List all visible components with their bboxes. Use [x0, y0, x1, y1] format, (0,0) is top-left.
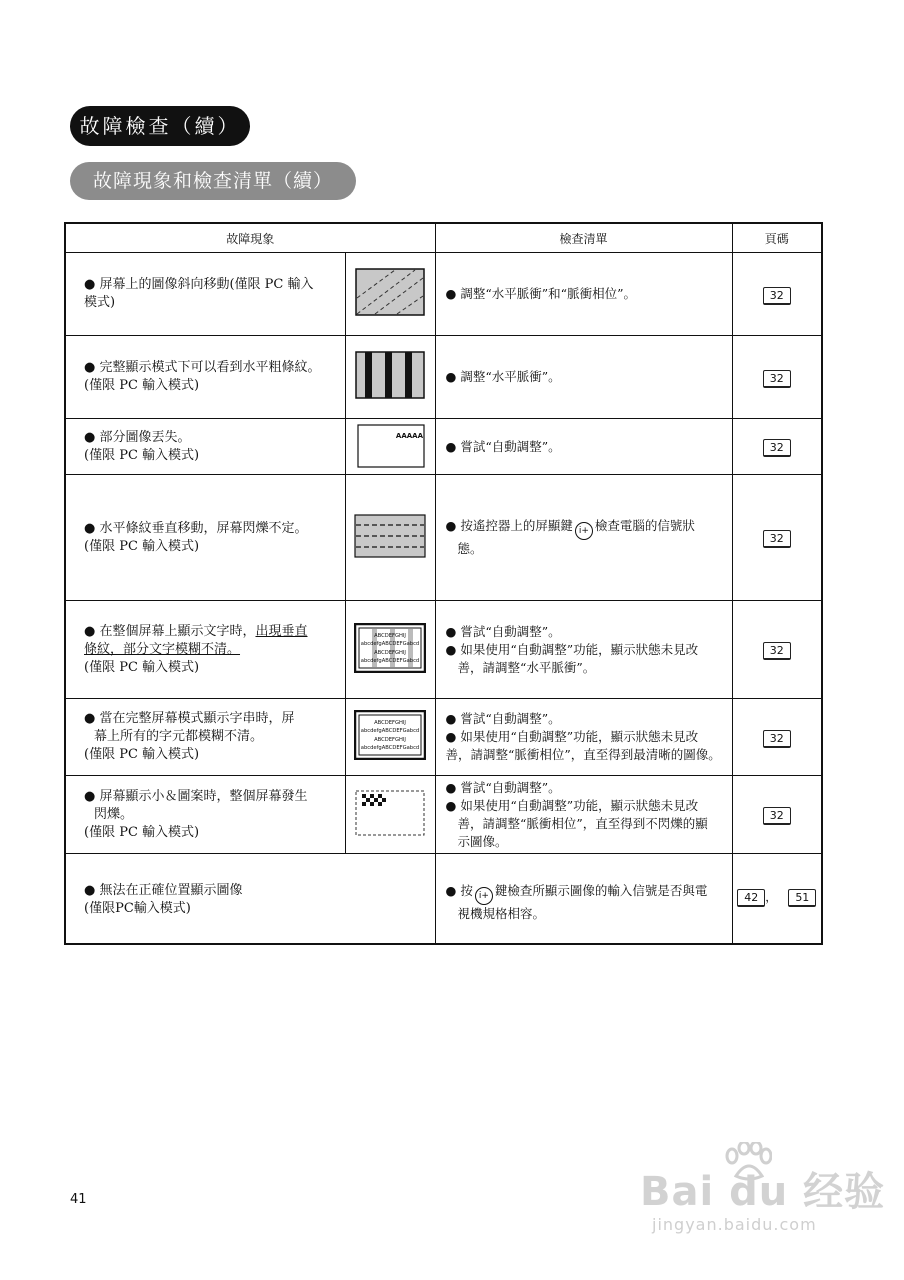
- symptom-cell: [65, 601, 345, 699]
- check-item: 善，請調整“脈衝相位”，直至得到不閃爍的顯: [457, 815, 708, 831]
- symptom-text: (僅限 PC 輸入模式): [84, 747, 200, 762]
- page-ref-link[interactable]: 32: [763, 642, 791, 660]
- check-item: ● 嘗試“自動調整”。: [445, 438, 561, 454]
- sample-text: abcdefgABCDEFGabcd: [360, 657, 420, 664]
- symptom-text: ● 水平條紋垂直移動，屏幕閃爍不定。: [84, 520, 308, 536]
- page-header: 頁碼: [732, 223, 822, 253]
- sample-text: abcdefgABCDEFGabcd: [360, 728, 420, 734]
- checklist-cell: [435, 253, 732, 336]
- check-item: ● 嘗試“自動調整”。: [445, 711, 561, 726]
- table-row: [65, 699, 822, 776]
- page-cell: [732, 419, 822, 475]
- symptom-text: (僅限 PC 輸入模式): [84, 378, 200, 393]
- page-cell: [732, 699, 822, 776]
- page-ref-link[interactable]: 32: [763, 287, 791, 305]
- symptom-text: (僅限 PC 輸入模式): [84, 824, 200, 840]
- check-item: 示圖像。: [457, 833, 508, 849]
- check-item: 態。: [457, 541, 483, 556]
- check-item: ● 如果使用“自動調整”功能，顯示狀態未見改: [445, 641, 699, 657]
- sample-text: abcdefgABCDEFGabcd: [360, 640, 420, 647]
- symptom-cell: [65, 419, 345, 475]
- page-ref-link[interactable]: 42: [737, 889, 765, 907]
- table-row: [65, 475, 822, 601]
- illustration-cell: [345, 475, 435, 601]
- checklist-cell: [435, 419, 732, 475]
- sample-text: abcdefgABCDEFGabcd: [360, 745, 420, 751]
- check-item: ● 嘗試“自動調整”。: [445, 623, 561, 639]
- page-number: 41: [70, 1192, 87, 1207]
- symptom-text: (僅限 PC 輸入模式): [84, 447, 200, 463]
- symptom-text: ● 部分圖像丟失。: [84, 429, 191, 445]
- sample-text: ABCDEFGHIJ: [374, 720, 406, 726]
- page-ref-link[interactable]: 32: [763, 530, 791, 548]
- symptom-text: 閃爍。: [94, 806, 134, 822]
- illustration-cell: [345, 336, 435, 419]
- illustration-cell: [345, 776, 435, 854]
- symptom-text: ● 屏幕上的圖像斜向移動(僅限 PC 輸入: [84, 277, 314, 292]
- checklist-cell: [435, 601, 732, 699]
- troubleshooting-table: [64, 222, 823, 945]
- symptom-cell: [65, 699, 345, 776]
- page-ref-link[interactable]: 32: [763, 439, 791, 457]
- check-item: 視機規格相容。: [457, 906, 546, 921]
- cropped-image-illustration: [355, 421, 425, 469]
- symptom-text: ● 當在完整屏幕模式顯示字串時，屏: [84, 711, 295, 726]
- blurry-text-illustration: [354, 710, 426, 760]
- symptom-text: ● 在整個屏幕上顯示文字時，: [84, 623, 256, 639]
- check-item: ● 按: [445, 883, 473, 898]
- symptom-text-underlined: 條紋，部分文字模糊不清。: [84, 641, 241, 657]
- diagonal-lines-illustration: [355, 268, 425, 316]
- checklist-cell: [435, 854, 732, 944]
- illustration-cell: [345, 419, 435, 475]
- display-button-icon: i+: [575, 522, 593, 540]
- symptom-text-underlined: 出現垂直: [255, 623, 308, 639]
- page-cell: [732, 601, 822, 699]
- page-cell: [732, 253, 822, 336]
- symptom-text: (僅限PC輸入模式): [84, 901, 191, 916]
- page-ref-link[interactable]: 32: [763, 730, 791, 748]
- horizontal-stripes-illustration: [354, 512, 426, 560]
- page-separator: ，: [765, 890, 778, 904]
- page-cell: [732, 776, 822, 854]
- table-row: [65, 854, 822, 944]
- symptom-text: 幕上所有的字元都模糊不清。: [94, 729, 264, 744]
- table-header-row: [65, 223, 822, 253]
- watermark-url: jingyan.baidu.com: [652, 1215, 817, 1234]
- symptom-cell: [65, 776, 345, 854]
- vertical-bars-illustration: [355, 351, 425, 399]
- check-item: 善，請調整“脈衝相位”，直至得到最清晰的圖像。: [445, 747, 721, 762]
- symptom-text: (僅限 PC 輸入模式): [84, 659, 200, 675]
- table-row: [65, 253, 822, 336]
- table-row: [65, 776, 822, 854]
- symptom-header: 故障現象: [65, 223, 435, 253]
- table-row: [65, 601, 822, 699]
- table-row: [65, 336, 822, 419]
- symptom-cell: [65, 854, 435, 944]
- symptom-cell: [65, 336, 345, 419]
- checklist-cell: [435, 699, 732, 776]
- illustration-cell: [345, 601, 435, 699]
- check-item: ● 如果使用“自動調整”功能，顯示狀態未見改: [445, 729, 699, 744]
- sample-text: ABCDEFGHIJ: [374, 649, 406, 656]
- page-ref-link[interactable]: 32: [763, 370, 791, 388]
- page-ref-link[interactable]: 51: [788, 889, 816, 907]
- symptom-text: (僅限 PC 輸入模式): [84, 538, 200, 554]
- subsection-title: 故障現象和檢查清單（續）: [70, 162, 356, 200]
- section-title: 故障檢查（續）: [70, 106, 250, 146]
- check-item: ● 按遙控器上的屏顯鍵: [445, 518, 573, 533]
- table-row: [65, 419, 822, 475]
- symptom-cell: [65, 475, 345, 601]
- symptom-cell: [65, 253, 345, 336]
- sample-text: ABCDEFGHIJ: [374, 737, 406, 743]
- cropped-image-text: AAAAA: [395, 431, 423, 440]
- symptom-text: ● 無法在正確位置顯示圖像: [84, 883, 243, 898]
- page-cell: [732, 854, 822, 944]
- page-ref-link[interactable]: 32: [763, 807, 791, 825]
- page-cell: [732, 475, 822, 601]
- check-item: ● 嘗試“自動調整”。: [445, 779, 561, 795]
- check-item: ● 如果使用“自動調整”功能，顯示狀態未見改: [445, 797, 699, 813]
- blurry-text-striped-illustration: [354, 623, 426, 673]
- illustration-cell: [345, 699, 435, 776]
- symptom-text: ● 屏幕顯示小＆圖案時，整個屏幕發生: [84, 788, 308, 804]
- symptom-text: 模式): [84, 295, 116, 310]
- checklist-cell: [435, 336, 732, 419]
- symptom-text: ● 完整顯示模式下可以看到水平粗條紋。: [84, 360, 321, 375]
- check-item: 鍵檢查所顯示圖像的輸入信號是否與電: [494, 883, 708, 898]
- check-item: ● 調整“水平脈衝”和“脈衝相位”。: [445, 286, 636, 301]
- display-button-icon: i+: [475, 887, 493, 905]
- checklist-header: 檢查清單: [435, 223, 732, 253]
- illustration-cell: [345, 253, 435, 336]
- check-item: 檢查電腦的信號狀: [594, 518, 695, 533]
- checklist-cell: [435, 776, 732, 854]
- check-item: 善，請調整“水平脈衝”。: [457, 659, 596, 675]
- sample-text: ABCDEFGHIJ: [374, 632, 406, 639]
- watermark-brand: Bai du 经验: [640, 1169, 886, 1215]
- checklist-cell: [435, 475, 732, 601]
- check-item: ● 調整“水平脈衝”。: [445, 369, 561, 384]
- page-cell: [732, 336, 822, 419]
- checker-pattern-illustration: [354, 788, 426, 838]
